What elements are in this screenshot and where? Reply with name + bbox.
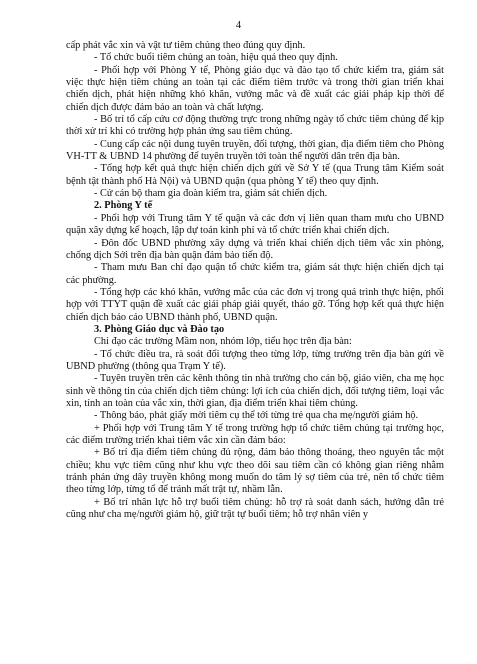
paragraph: - Đôn đốc UBND phường xây dựng và triển khai chiến dịch tiêm vắc xin phòng, chống dịch Sởi trên địa bàn quận đảm bảo tiến độ. [66,237,444,261]
paragraph: - Phối hợp với Trung tâm Y tế quận và các đơn vị liên quan tham mưu cho UBND quận xây dựng kế hoạch, lập dự toán kinh phí và tổ chức triển khai chiến dịch. [66,212,444,237]
paragraph: - Tổ chức buổi tiêm chủng an toàn, hiệu quả theo quy định. [94,52,338,64]
paragraph: + Bố trí nhân lực hỗ trợ buổi tiêm chủng: hỗ trợ rà soát danh sách, hướng dẫn trẻ cũng như cha mẹ/người giám hộ, giữ trật tự buổi tiêm; hỗ trợ nhân viên y [66,496,444,521]
paragraph: - Thông báo, phát giấy mời tiêm cụ thể tới từng trẻ qua cha mẹ/người giám hộ. [94,410,419,422]
paragraph: + Bố trí địa điểm tiêm chủng đủ rộng, đảm bảo thông thoáng, theo nguyên tắc một chiều; khu vực tiêm cũng như khu vực theo dõi sau tiêm cần có không gian riêng nhằm tránh phản ứng dây truyền không mong muốn do tâm lý sợ tiêm của trẻ, nên tổ chức tiêm theo từng lớp, từng tổ để tránh mất trật tự, nhầm lẫn. [66,447,444,496]
paragraph: cấp phát vắc xin và vật tư tiêm chủng theo đúng quy định. [66,40,306,51]
paragraph: + Phối hợp với Trung tâm Y tế trong trường hợp tổ chức tiêm chủng tại trường học, các điểm trường triển khai tiêm vắc xin cần đảm bảo: [66,422,444,446]
paragraph: - Cung cấp các nội dung tuyên truyền, đối tượng, thời gian, địa điểm tiêm cho Phòng VH-TT & UBND 14 phường để tuyên truyền tới toàn thể người dân trên địa bàn. [66,138,444,163]
paragraph: - Tổng hợp các khó khăn, vướng mắc của các đơn vị trong quá trình thực hiện, phối hợp với TTYT quận đề xuất các giải pháp giải quyết, tháo gỡ. Tổng hợp kết quả thực hiện chiến dịch báo cáo UBND thành phố, UBND quận. [66,286,444,323]
paragraph: - Tổ chức điều tra, rà soát đối tượng theo từng lớp, từng trường trên địa bàn gửi về UBND phường (thông qua Trạm Y tế). [66,348,444,372]
paragraph: - Bố trí tổ cấp cứu cơ động thường trực trong những ngày tổ chức tiêm chủng để kịp thời xử trí khi có trường hợp phản ứng sau tiêm chủng. [66,114,444,138]
paragraph: - Tổng hợp kết quả thực hiện chiến dịch gửi về Sở Y tế (qua Trung tâm Kiểm soát bệnh tật thành phố Hà Nội) và UBND quận (qua phòng Y tế) theo quy định. [66,163,444,187]
page-number: 4 [235,20,242,31]
paragraph: - Cử cán bộ tham gia đoàn kiểm tra, giám sát chiến dịch. [94,188,328,200]
document-body [66,40,444,521]
section-heading: 2. Phòng Y tế [94,200,153,212]
paragraph: - Tham mưu Ban chỉ đạo quận tổ chức kiểm tra, giám sát thực hiện chiến dịch tại các phường. [66,262,444,286]
paragraph: Chỉ đạo các trường Mầm non, nhóm lớp, tiểu học trên địa bàn: [94,336,352,348]
paragraph: - Phối hợp với Phòng Y tế, Phòng giáo dục và đào tạo tổ chức kiểm tra, giám sát việc thực hiện tiêm chủng an toàn tại các điểm tiêm trước và trong thời gian triển khai chiến dịch, phát hiện những khó khăn, vướng mắc và đề xuất các giải pháp kịp thời để chiến dịch được đảm bảo an toàn và chất lượng. [66,64,444,113]
section-heading: 3. Phòng Giáo dục và Đào tạo [94,323,225,335]
paragraph: - Tuyên truyền trên các kênh thông tin nhà trường cho cán bộ, giáo viên, cha mẹ học sinh về thông tin của chiến dịch tiêm chủng: lợi ích của chiến dịch, đối tượng tiêm, loại vắc xin, tính an toàn của vắc xin, thời gian, địa điểm triển khai tiêm chủng. [66,373,444,409]
